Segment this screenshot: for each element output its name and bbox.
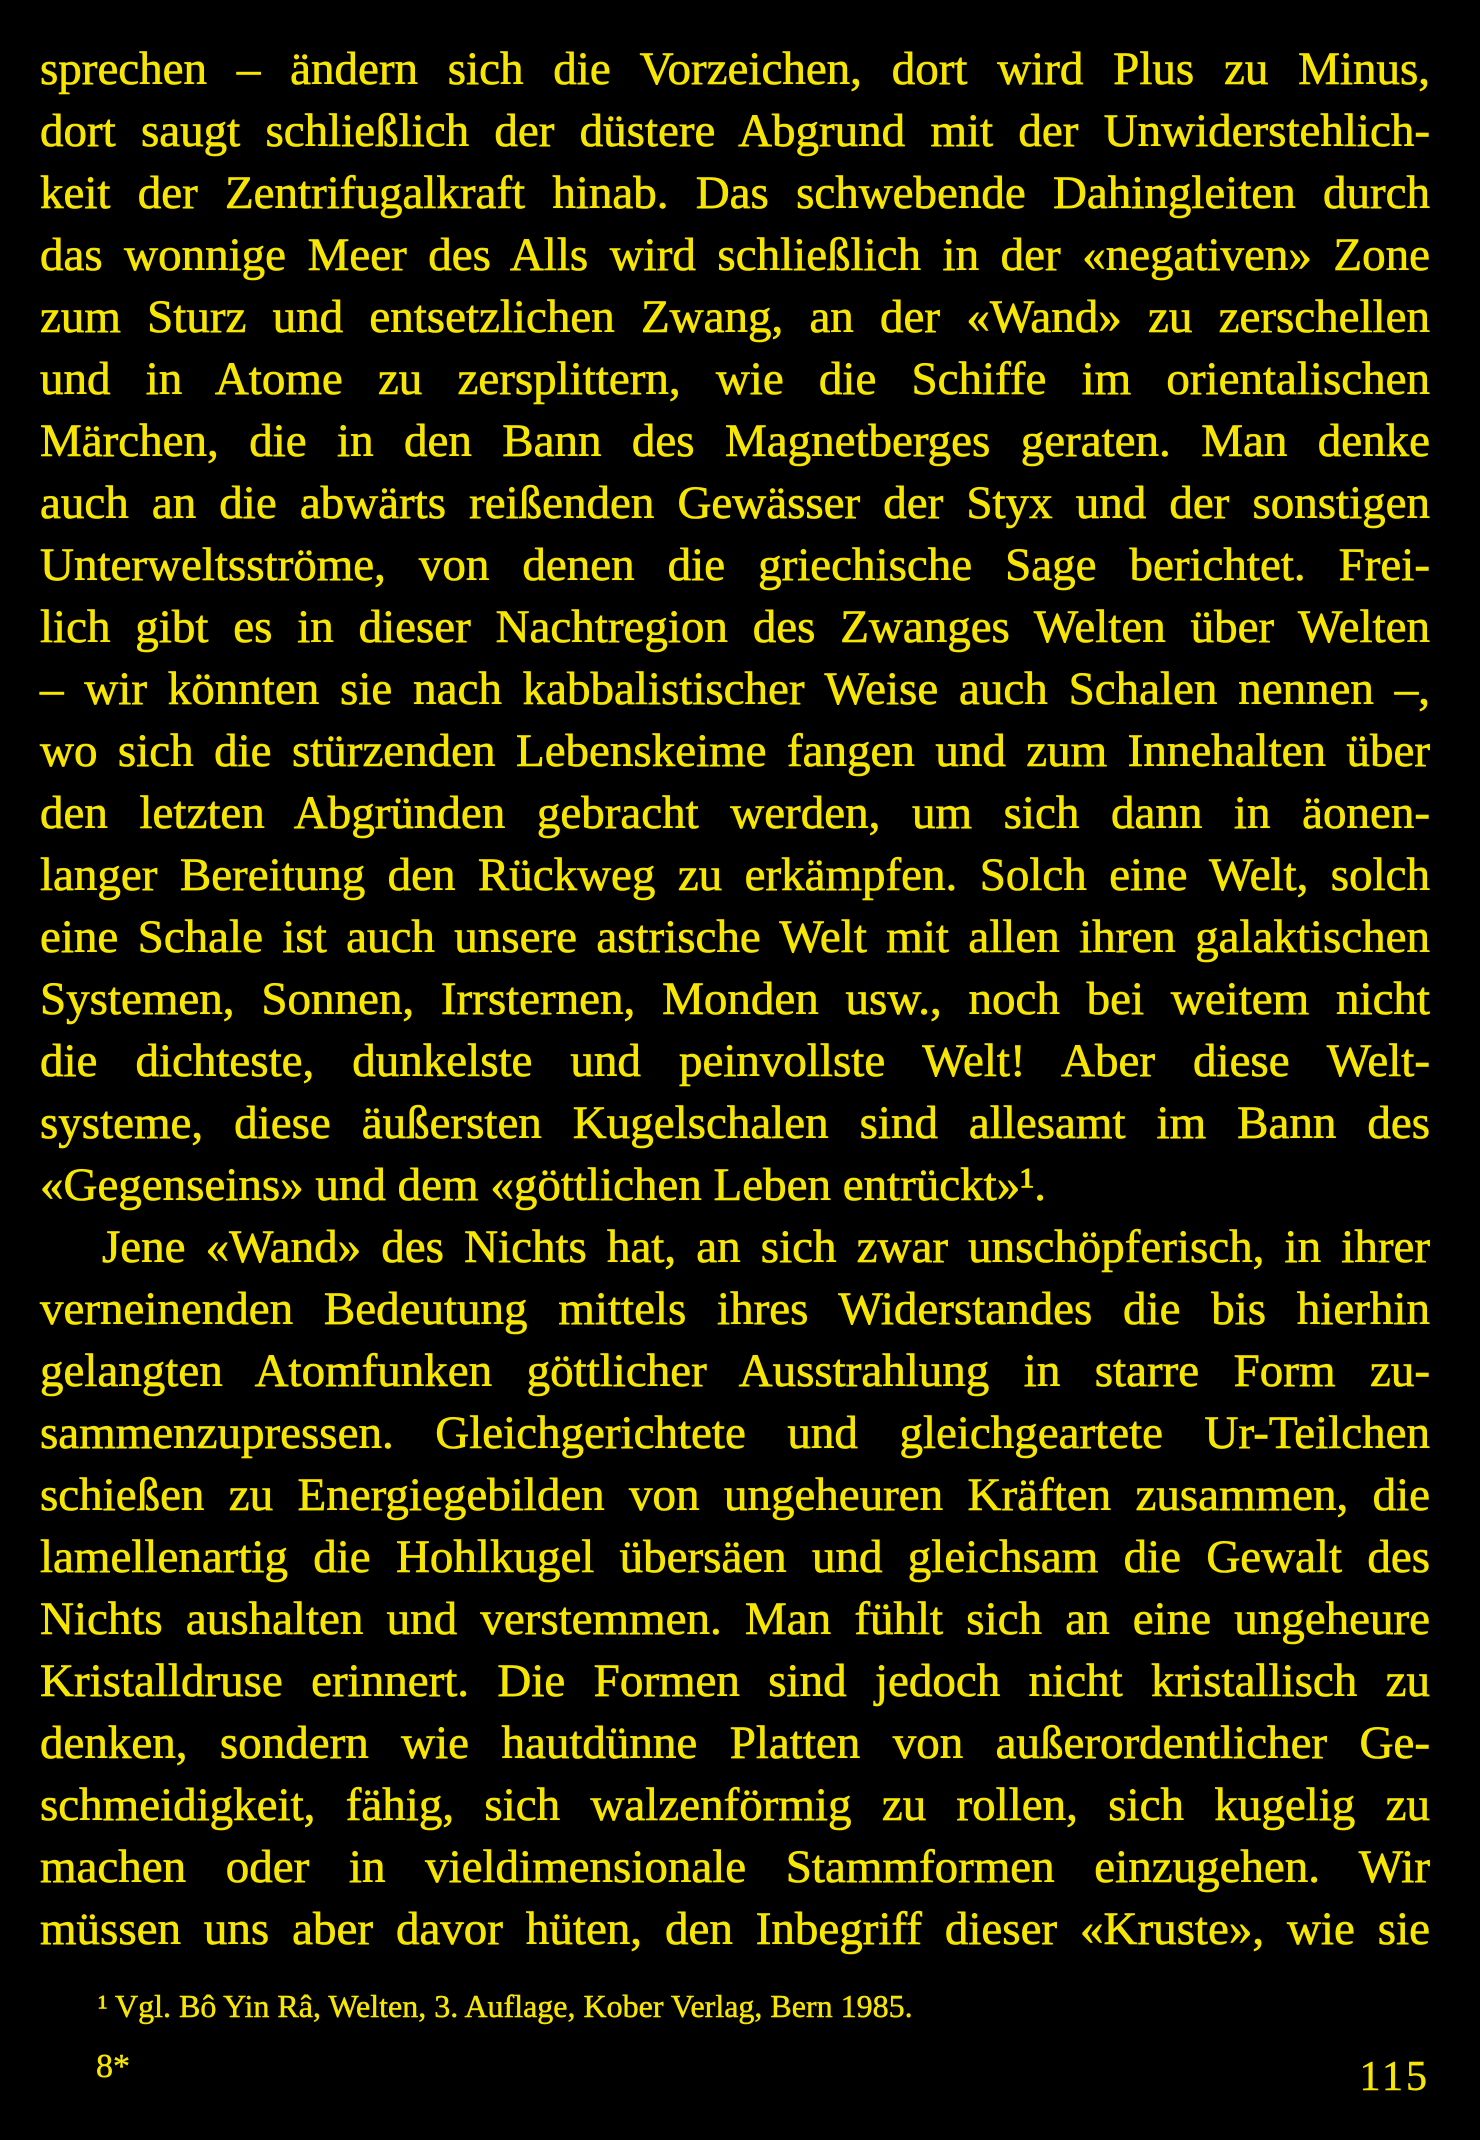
text-line: eine Schale ist auch unsere astrische Welt mit allen ihren galaktischen <box>40 911 1430 963</box>
footnote: ¹ Vgl. Bô Yin Râ, Welten, 3. Auflage, Kober Verlag, Bern 1985. <box>98 1988 913 2024</box>
text-line: den letzten Abgründen gebracht werden, um sich dann in äonen- <box>40 787 1430 839</box>
text-line: verneinenden Bedeutung mittels ihres Widerstandes die bis hierhin <box>40 1283 1430 1335</box>
text-line: das wonnige Meer des Alls wird schließlich in der «negativen» Zone <box>40 229 1430 281</box>
page-number: 115 <box>1359 2054 1430 2100</box>
signature-mark: 8* <box>96 2048 130 2085</box>
text-line: denken, sondern wie hautdünne Platten von außerordentlicher Ge- <box>40 1717 1430 1769</box>
text-line: machen oder in vieldimensionale Stammformen einzugehen. Wir <box>40 1841 1430 1893</box>
text-line: wo sich die stürzenden Lebenskeime fangen und zum Innehalten über <box>40 725 1430 777</box>
text-line: gelangten Atomfunken göttlicher Ausstrahlung in starre Form zu- <box>40 1345 1430 1397</box>
text-line: auch an die abwärts reißenden Gewässer der Styx und der sonstigen <box>40 477 1430 529</box>
text-line: müssen uns aber davor hüten, den Inbegriff dieser «Kruste», wie sie <box>40 1903 1430 1955</box>
text-line: Jene «Wand» des Nichts hat, an sich zwar unschöpferisch, in ihrer <box>102 1221 1430 1273</box>
text-line: dort saugt schließlich der düstere Abgrund mit der Unwiderstehlich- <box>40 105 1430 157</box>
text-line: die dichteste, dunkelste und peinvollste Welt! Aber diese Welt- <box>40 1035 1430 1087</box>
text-line: Systemen, Sonnen, Irrsternen, Monden usw., noch bei weitem nicht <box>40 973 1430 1025</box>
text-line: Kristalldruse erinnert. Die Formen sind jedoch nicht kristallisch zu <box>40 1655 1430 1707</box>
text-line: Nichts aushalten und verstemmen. Man fühlt sich an eine ungeheure <box>40 1593 1430 1645</box>
text-line: systeme, diese äußersten Kugelschalen sind allesamt im Bann des <box>40 1097 1430 1149</box>
text-line: lamellenartig die Hohlkugel übersäen und gleichsam die Gewalt des <box>40 1531 1430 1583</box>
text-line: «Gegenseins» und dem «göttlichen Leben entrückt»¹. <box>40 1159 1047 1211</box>
text-line: keit der Zentrifugalkraft hinab. Das schwebende Dahingleiten durch <box>40 167 1430 219</box>
text-line: schießen zu Energiegebilden von ungeheuren Kräften zusammen, die <box>40 1469 1430 1521</box>
text-line: schmeidigkeit, fähig, sich walzenförmig zu rollen, sich kugelig zu <box>40 1779 1430 1831</box>
text-line: und in Atome zu zersplittern, wie die Schiffe im orientalischen <box>40 353 1430 405</box>
text-line: langer Bereitung den Rückweg zu erkämpfen. Solch eine Welt, solch <box>40 849 1430 901</box>
text-line: lich gibt es in dieser Nachtregion des Zwanges Welten über Welten <box>40 601 1430 653</box>
text-line: Märchen, die in den Bann des Magnetberges geraten. Man denke <box>40 415 1430 467</box>
text-block <box>40 38 1430 1960</box>
text-line: zum Sturz und entsetzlichen Zwang, an der «Wand» zu zerschellen <box>40 291 1430 343</box>
text-line: sammenzupressen. Gleichgerichtete und gleichgeartete Ur-Teilchen <box>40 1407 1430 1459</box>
text-line: Unterweltsströme, von denen die griechische Sage berichtet. Frei- <box>40 539 1430 591</box>
text-line: – wir könnten sie nach kabbalistischer Weise auch Schalen nennen –, <box>40 663 1430 715</box>
text-line: sprechen – ändern sich die Vorzeichen, dort wird Plus zu Minus, <box>40 43 1430 95</box>
